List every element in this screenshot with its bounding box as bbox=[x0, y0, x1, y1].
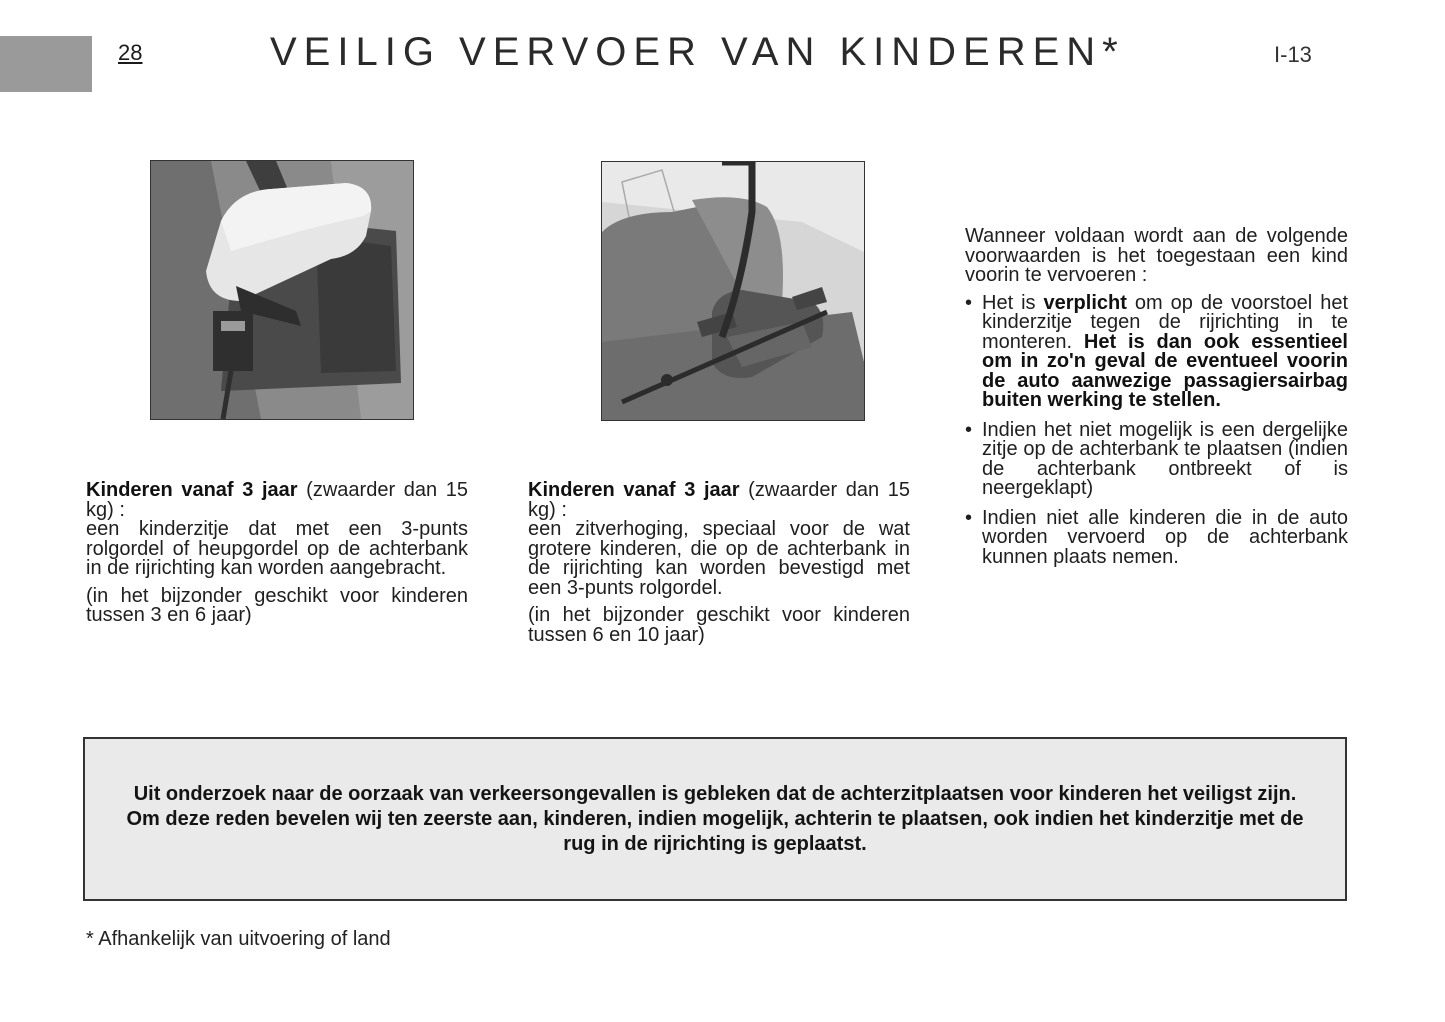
column1-body: een kinderzitje dat met een 3-punts rolgordel of heupgordel op de achterbank in de rijrichting kan worden aangebracht. bbox=[86, 518, 468, 579]
illustration-booster-cushion bbox=[601, 161, 865, 421]
item1-bold-verplicht: verplicht bbox=[1043, 291, 1127, 314]
item1-text-b: om op de voorstoel het kinderzitje tegen de rijrichting in te monteren. bbox=[982, 291, 1349, 353]
column2-heading: Kinderen vanaf 3 jaar bbox=[528, 479, 740, 501]
safety-notice-box bbox=[83, 737, 1347, 901]
item1-bold-airbag: Het is dan ook essentieel om in zo'n geval de eventueel voorin de auto aanwezige passagiersairbag buiten werking te stellen. bbox=[982, 330, 1348, 411]
safety-notice-text: Uit onderzoek naar de oorzaak van verkeersongevallen is gebleken dat de achterzitplaatsen voor kinderen het veiligst zijn. Om deze reden bevelen wij ten zeerste aan, kinderen, indien mogelijk, achterin te plaatsen, ook indien het kinderzitje met de rug in de rijrichting is geplaatst. bbox=[126, 783, 1304, 855]
bullet-icon: • bbox=[965, 506, 973, 529]
conditions-list bbox=[965, 291, 1349, 568]
column2-note: (in het bijzonder geschikt voor kinderen tussen 6 en 10 jaar) bbox=[528, 604, 910, 646]
page-title: VEILIG VERVOER VAN KINDEREN* bbox=[270, 30, 1125, 74]
list-item bbox=[965, 506, 1348, 568]
column2-body: een zitverhoging, speciaal voor de wat grotere kinderen, die op de achterbank in de rijrichting kan worden bevestigd met een 3-punts rolgordel. bbox=[528, 518, 910, 599]
column1-heading: Kinderen vanaf 3 jaar bbox=[86, 479, 298, 501]
section-code: I-13 bbox=[1274, 42, 1312, 67]
column1-heading-rest: (zwaarder dan 15 kg) : bbox=[86, 479, 468, 521]
item2-text: Indien het niet mogelijk is een dergelijke zitje op de achterbank te plaatsen (indien de achterbank ontbreekt of is neergeklapt) bbox=[982, 418, 1348, 499]
list-item bbox=[965, 291, 1349, 411]
column-front-seat-conditions bbox=[965, 227, 1348, 577]
item3-text: Indien niet alle kinderen die in de auto worden vervoerd op de achterbank kunnen plaats nemen. bbox=[982, 506, 1348, 568]
column1-note: (in het bijzonder geschikt voor kinderen tussen 3 en 6 jaar) bbox=[86, 584, 468, 626]
section-tab bbox=[0, 36, 92, 92]
column1-paragraph bbox=[86, 481, 468, 579]
footnote: * Afhankelijk van uitvoering of land bbox=[86, 928, 391, 950]
column3-intro: Wanneer voldaan wordt aan de volgende voorwaarden is het toegestaan een kind voorin te vervoeren : bbox=[965, 225, 1348, 286]
item1-text-a: Het is bbox=[982, 291, 1044, 314]
bullet-icon: • bbox=[965, 291, 973, 314]
column2-heading-rest: (zwaarder dan 15 kg) : bbox=[528, 479, 910, 521]
column-booster bbox=[528, 481, 910, 653]
column-child-seat bbox=[86, 481, 468, 634]
page-number: 28 bbox=[118, 40, 143, 65]
bullet-icon: • bbox=[965, 418, 973, 441]
column2-paragraph bbox=[528, 481, 910, 598]
list-item bbox=[965, 418, 1348, 499]
illustration-booster-seat bbox=[150, 160, 414, 420]
